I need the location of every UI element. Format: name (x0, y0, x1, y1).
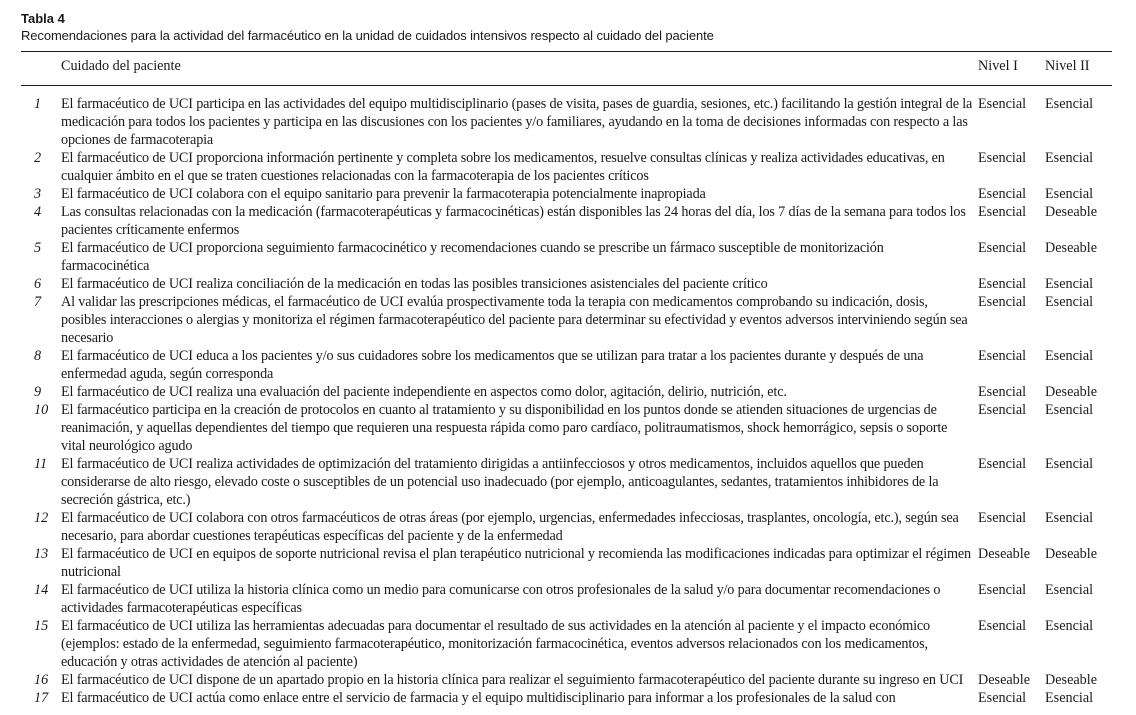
row-text: El farmacéutico de UCI colabora con otros farmacéuticos de otras áreas (por ejemplo, urgencias, enfermedades infecciosas, trasplantes, oncología, etc.), según sea necesario, para abordar cuestiones terapéuticas específicas del paciente y de la enfermedad (61, 510, 959, 544)
table-body (21, 86, 1112, 708)
row-level-2: Esencial (1045, 348, 1094, 364)
row-number: 1 (34, 96, 42, 112)
table-row (21, 581, 1112, 617)
row-text: El farmacéutico de UCI actúa como enlace entre el servicio de farmacia y el equipo multidisciplinario para informar a los profesionales de la salud con (61, 690, 896, 706)
row-level-2: Esencial (1045, 186, 1094, 202)
table-caption: Recomendaciones para la actividad del farmacéutico en la unidad de cuidados intensivos respecto al cuidado del paciente (21, 28, 714, 43)
table-row (21, 347, 1112, 383)
row-level-1: Esencial (978, 150, 1027, 166)
row-level-2: Esencial (1045, 294, 1094, 310)
row-level-2: Esencial (1045, 402, 1094, 418)
row-level-2: Deseable (1045, 546, 1097, 562)
row-number: 14 (34, 582, 49, 598)
row-level-2: Esencial (1045, 96, 1094, 112)
recommendations-table (21, 52, 1112, 707)
table-label: Tabla 4 (21, 11, 65, 26)
row-text: El farmacéutico de UCI utiliza las herramientas adecuadas para documentar el resultado de sus actividades en la atención al paciente y el impacto económico (ejemplos: estado de la enfermedad, seguimiento farmacoterapéutico, monitorización farmacocinética, eventos adversos relacionados con los medicamentos, educación y otras actividades de atención al paciente) (61, 618, 930, 670)
row-number: 10 (34, 402, 49, 418)
header-care: Cuidado del paciente (61, 58, 181, 74)
row-number: 7 (34, 294, 42, 310)
row-text: El farmacéutico de UCI en equipos de soporte nutricional revisa el plan terapéutico nutricional y recomienda las modificaciones indicadas para optimizar el régimen nutricional (61, 546, 971, 580)
row-level-1: Esencial (978, 402, 1027, 418)
row-number: 5 (34, 240, 42, 256)
row-level-2: Esencial (1045, 510, 1094, 526)
table-row (21, 149, 1112, 185)
row-level-2: Esencial (1045, 456, 1094, 472)
table-row (21, 275, 1112, 293)
row-number: 3 (34, 186, 42, 202)
row-level-2: Esencial (1045, 276, 1094, 292)
row-number: 6 (34, 276, 42, 292)
row-level-1: Esencial (978, 240, 1027, 256)
row-text: El farmacéutico de UCI educa a los pacientes y/o sus cuidadores sobre los medicamentos que se utilizan para tratar a los pacientes durante y después de una enfermedad aguda, según corresponda (61, 348, 924, 382)
row-level-1: Deseable (978, 546, 1030, 562)
table-row (21, 509, 1112, 545)
table-row (21, 293, 1112, 347)
row-number: 13 (34, 546, 49, 562)
row-level-1: Esencial (978, 384, 1027, 400)
row-text: El farmacéutico de UCI proporciona información pertinente y completa sobre los medicamentos, resuelve consultas clínicas y realiza actividades educativas, en cualquier ámbito en el que se traten cuestiones relacionadas con la farmacoterapia de los pacientes críticos (61, 150, 945, 184)
row-text: El farmacéutico de UCI dispone de un apartado propio en la historia clínica para realizar el seguimiento farmacoterapéutico del paciente durante su ingreso en UCI (61, 672, 964, 688)
table-row (21, 545, 1112, 581)
row-text: El farmacéutico de UCI proporciona seguimiento farmacocinético y recomendaciones cuando se prescribe un fármaco susceptible de monitorización farmacocinética (61, 240, 884, 274)
row-level-2: Deseable (1045, 384, 1097, 400)
row-level-2: Esencial (1045, 150, 1094, 166)
row-level-1: Esencial (978, 204, 1027, 220)
row-level-1: Esencial (978, 618, 1027, 634)
row-text: El farmacéutico de UCI realiza conciliación de la medicación en todas las posibles transiciones asistenciales del paciente crítico (61, 276, 768, 292)
header-level-1: Nivel I (978, 58, 1018, 74)
row-number: 11 (34, 456, 48, 472)
row-level-1: Esencial (978, 186, 1027, 202)
row-number: 15 (34, 618, 49, 634)
row-level-2: Deseable (1045, 672, 1097, 688)
row-level-1: Esencial (978, 456, 1027, 472)
header-level-2: Nivel II (1045, 58, 1090, 74)
row-level-1: Deseable (978, 672, 1030, 688)
row-number: 17 (34, 690, 49, 706)
table-row (21, 671, 1112, 689)
row-text: El farmacéutico de UCI participa en las actividades del equipo multidisciplinario (pases de visita, pases de guardia, sesiones, etc.) facilitando la gestión integral de la medicación para todos los pacientes y participa en las discusiones con los pacientes y/o familiares, ayudando en la toma de decisiones informadas con respecto a las opciones de farmacoterapia (61, 96, 973, 148)
row-number: 9 (34, 384, 42, 400)
document-page (21, 10, 1112, 707)
row-level-1: Esencial (978, 294, 1027, 310)
table-row (21, 689, 1112, 707)
row-text: Al validar las prescripciones médicas, el farmacéutico de UCI evalúa prospectivamente toda la terapia con medicamentos comprobando su indicación, dosis, posibles interacciones o alergias y monitoriza el régimen farmacoterapéutico del paciente para determinar su efectividad y eventos adversos interviniendo según sea necesario (61, 294, 968, 346)
table-row (21, 239, 1112, 275)
row-level-1: Esencial (978, 690, 1027, 706)
row-text: Las consultas relacionadas con la medicación (farmacoterapéuticas y farmacocinéticas) están disponibles las 24 horas del día, los 7 días de la semana para todos los pacientes críticamente enfermos (61, 204, 966, 238)
row-level-1: Esencial (978, 276, 1027, 292)
row-text: El farmacéutico de UCI realiza una evaluación del paciente independiente en aspectos como dolor, agitación, delirio, nutrición, etc. (61, 384, 787, 400)
row-level-1: Esencial (978, 510, 1027, 526)
row-text: El farmacéutico participa en la creación de protocolos en cuanto al tratamiento y su disponibilidad en los puntos donde se atienden situaciones de urgencias de reanimación, y aquellas dependientes del tiempo que requieren una respuesta rápida como paro cardíaco, politraumatismos, shock hemorrágico, sepsis o soporte vital neurológico agudo (61, 402, 948, 454)
header-number (21, 52, 61, 86)
table-row (21, 185, 1112, 203)
row-level-2: Esencial (1045, 690, 1094, 706)
row-level-1: Esencial (978, 348, 1027, 364)
table-row (21, 455, 1112, 509)
table-row (21, 86, 1112, 150)
row-number: 4 (34, 204, 42, 220)
row-level-1: Esencial (978, 582, 1027, 598)
row-text: El farmacéutico de UCI realiza actividades de optimización del tratamiento dirigidas a antiinfecciosos y otros medicamentos, incluidos aquellos que pueden considerarse de alto riesgo, elevado coste o susceptibles de un potencial uso inadecuado (por ejemplo, anticoagulantes, sedantes, tratamientos inhibidores de la secreción gástrica, etc.) (61, 456, 939, 508)
row-number: 16 (34, 672, 49, 688)
table-row (21, 617, 1112, 671)
row-level-2: Esencial (1045, 582, 1094, 598)
row-level-2: Deseable (1045, 204, 1097, 220)
header-row (21, 52, 1112, 86)
row-text: El farmacéutico de UCI colabora con el equipo sanitario para prevenir la farmacoterapia potencialmente inapropiada (61, 186, 706, 202)
row-number: 8 (34, 348, 42, 364)
row-number: 2 (34, 150, 42, 166)
table-row (21, 203, 1112, 239)
table-header (21, 52, 1112, 86)
row-level-2: Esencial (1045, 618, 1094, 634)
row-level-1: Esencial (978, 96, 1027, 112)
table-row (21, 401, 1112, 455)
table-row (21, 383, 1112, 401)
row-number: 12 (34, 510, 49, 526)
row-text: El farmacéutico de UCI utiliza la historia clínica como un medio para comunicarse con otros profesionales de la salud y/o para documentar recomendaciones o actividades farmacoterapéuticas específicas (61, 582, 941, 616)
row-level-2: Deseable (1045, 240, 1097, 256)
